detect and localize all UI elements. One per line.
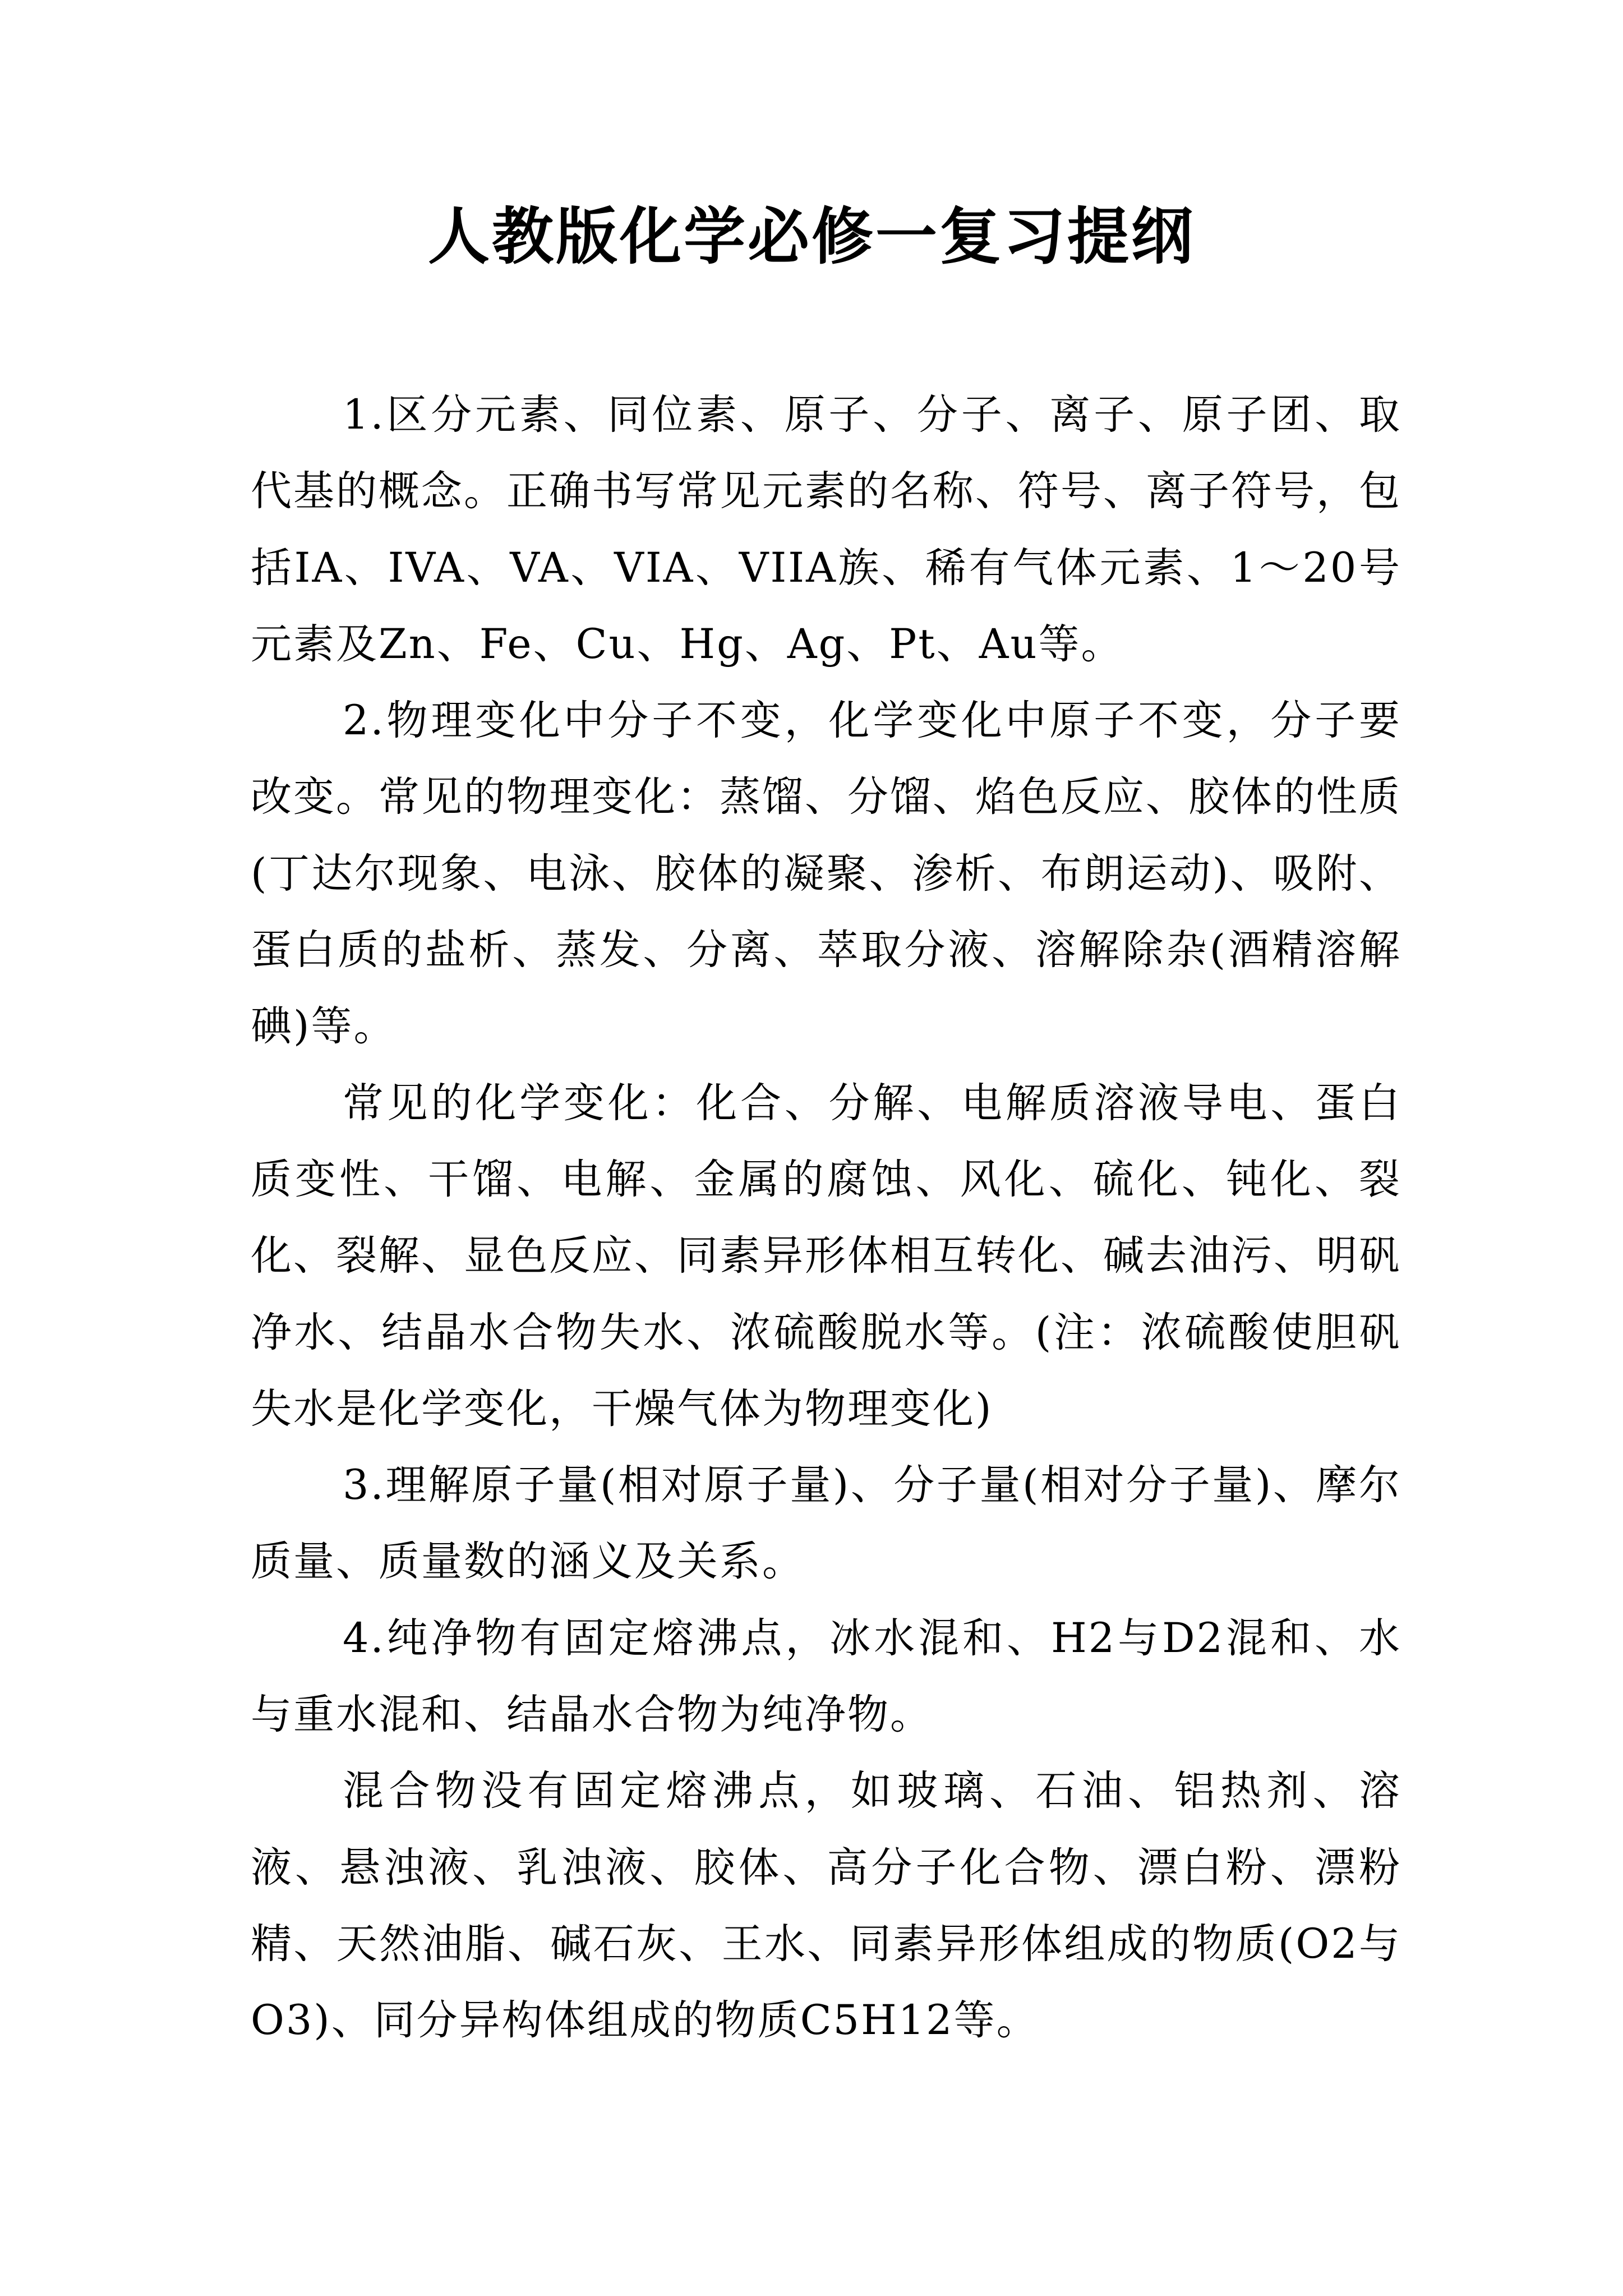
paragraph-5: 4.纯净物有固定熔沸点，冰水混和、H2与D2混和、水与重水混和、结晶水合物为纯净物。: [251, 1614, 1401, 1739]
paragraph-1: 1.区分元素、同位素、原子、分子、离子、原子团、取代基的概念。正确书写常见元素的名称、符号、离子符号，包括IA、IVA、VA、VIA、VIIA族、稀有气体元素、1～20号元素及Zn、Fe、Cu、Hg、Ag、Pt、Au等。: [251, 391, 1401, 668]
paragraph-6: 混合物没有固定熔沸点，如玻璃、石油、铝热剂、溶液、悬浊液、乳浊液、胶体、高分子化合物、漂白粉、漂粉精、天然油脂、碱石灰、王水、同素异形体组成的物质(O2与O3)、同分异构体组成的物质C5H12等。: [251, 1767, 1401, 2045]
paragraph-3: 常见的化学变化：化合、分解、电解质溶液导电、蛋白质变性、干馏、电解、金属的腐蚀、风化、硫化、钝化、裂化、裂解、显色反应、同素异形体相互转化、碱去油污、明矾净水、结晶水合物失水、浓硫酸脱水等。(注：浓硫酸使胆矾失水是化学变化，干燥气体为物理变化): [251, 1079, 1401, 1433]
document-title: 人教版化学必修一复习提纲: [428, 200, 1195, 273]
document-body: [251, 377, 1401, 2059]
paragraph-4: 3.理解原子量(相对原子量)、分子量(相对分子量)、摩尔质量、质量数的涵义及关系。: [251, 1461, 1401, 1586]
paragraph-2: 2.物理变化中分子不变，化学变化中原子不变，分子要改变。常见的物理变化：蒸馏、分馏、焰色反应、胶体的性质(丁达尔现象、电泳、胶体的凝聚、渗析、布朗运动)、吸附、蛋白质的盐析、蒸发、分离、萃取分液、溶解除杂(酒精溶解碘)等。: [251, 697, 1401, 1051]
